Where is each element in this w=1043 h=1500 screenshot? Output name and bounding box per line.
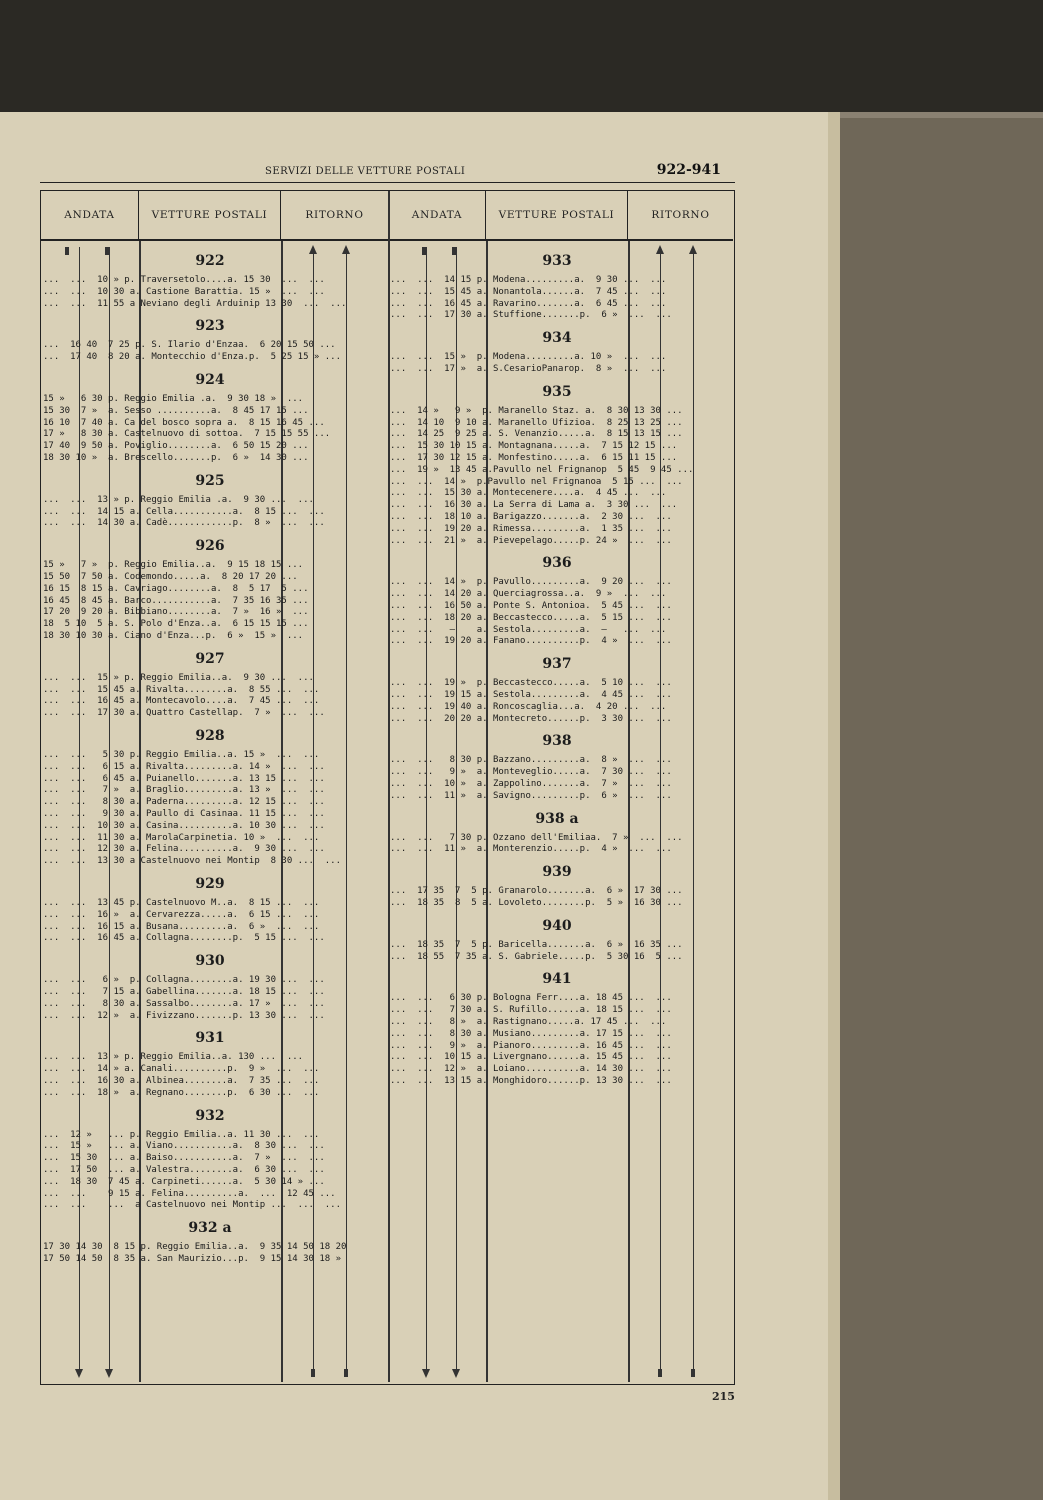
timetable-row: ... ... 16 50 a. Ponte S. Antonioa. 5 45 ... ... <box>390 601 672 611</box>
end-marker-icon <box>691 1369 695 1377</box>
timetable-row: ... ... 14 15 a. Cella...........a. 8 15 ... ... <box>43 506 325 517</box>
timetable-row: ... 17 40 8 20 a. Montecchio d'Enza.p. 5 25 15 » ... <box>43 352 342 363</box>
arrow-up-icon <box>656 245 664 254</box>
timetable-row: ... ... 9 » a. Pianoro.........a. 16 45 ... ... <box>390 1040 672 1051</box>
arrow-down-icon <box>422 1369 430 1378</box>
column-header-ritorno: RITORNO <box>281 191 388 241</box>
timetable-row: ... ... 16 45 a. Montecavolo....a. 7 45 ... ... <box>43 696 320 707</box>
timetable-row: ... 15 30 ... a. Baiso...........a. 7 » ... ... <box>43 1153 325 1164</box>
timetable-row: ... ... 18 » a. Regnano........p. 6 30 ... ... <box>43 1087 320 1098</box>
timetable-row: ... 17 30 12 15 a. Monfestino.....a. 6 15 11 15 ... <box>390 453 678 463</box>
timetable-row: ... ... 10 30 a. Casina..........a. 10 30 ... ... <box>43 820 325 831</box>
timetable-row: ... 14 » 9 » p. Maranello Staz. a. 8 30 13 30 ... <box>390 405 683 416</box>
route-number: 927 <box>195 650 225 667</box>
timetable-row: ... ... 15 45 a. Nonantola......a. 7 45 ... ... <box>390 286 667 297</box>
timetable-row: 15 30 7 » a. Sesso ..........a. 8 45 17 15 ... <box>43 405 309 416</box>
timetable-row: ... ... 7 30 a. S. Rufillo......a. 18 15 ... ... <box>390 1005 672 1016</box>
end-marker-icon <box>658 1369 662 1377</box>
end-marker-icon <box>311 1369 315 1377</box>
timetable-row: ... ... 7 » a. Braglio.........a. 13 » ... ... <box>43 785 325 796</box>
start-marker-icon <box>452 247 456 255</box>
timetable-row: ... ... 18 10 a. Barigazzo.......a. 2 30 ... ... <box>390 512 672 522</box>
timetable-row: ... ... 12 » a. Loiano..........a. 14 30 ... ... <box>390 1064 672 1075</box>
timetable-row: ... ... 8 30 a. Sassalbo........a. 17 » ... ... <box>43 998 325 1009</box>
timetable-row: ... 12 » ... p. Reggio Emilia..a. 11 30 ... ... <box>43 1129 320 1140</box>
route-number: 934 <box>542 330 572 347</box>
timetable-row: ... ... 11 30 a. MarolaCarpinetia. 10 » ... ... <box>43 832 320 843</box>
timetable <box>40 190 735 1385</box>
timetable-row: ... ... 17 30 a. Stuffione.......p. 6 » ... ... <box>390 310 672 321</box>
timetable-row: ... ... 10 » a. Zappolino.......a. 7 » ... ... <box>390 779 672 789</box>
timetable-row: ... ... 19 20 a. Fanano..........p. 4 » ... ... <box>390 636 672 647</box>
timetable-row: ... ... 11 » a. Monterenzio.....p. 4 » ... ... <box>390 844 672 855</box>
route-number: 938 a <box>535 810 579 827</box>
page-number: 215 <box>712 1390 735 1403</box>
timetable-row: ... ... 13 15 a. Monghidoro......p. 13 30 ... ... <box>390 1076 672 1086</box>
timetable-row: ... ... 15 30 a. Montecenere....a. 4 45 ... ... <box>390 488 667 499</box>
route-number: 940 <box>542 917 572 934</box>
header-title: SERVIZI DELLE VETTURE POSTALI <box>265 166 466 177</box>
route-number: 938 <box>542 733 572 750</box>
route-number: 925 <box>195 472 225 489</box>
timetable-row: ... ... 6 30 p. Bologna Ferr....a. 18 45 ... ... <box>390 993 672 1004</box>
timetable-row: ... ... 13 30 a Castelnuovo nei Montip 8 30 ... ... <box>43 856 342 867</box>
timetable-row: ... ... ... a Castelnuovo nei Montip ... ... ... <box>43 1200 342 1211</box>
timetable-row: ... 16 40 7 25 p. S. Ilario d'Enzaa. 6 20 15 50 ... <box>43 340 336 351</box>
timetable-row: ... 18 55 7 35 a. S. Gabriele.....p. 5 30 16 5 ... <box>390 951 683 962</box>
page-edge <box>828 112 840 1500</box>
timetable-row: ... ... 5 30 p. Reggio Emilia..a. 15 » ... ... <box>43 750 320 760</box>
arrow-down-icon <box>105 1369 113 1378</box>
timetable-row: ... ... 6 15 a. Rivalta.........a. 14 » ... ... <box>43 761 325 772</box>
route-number: 935 <box>542 383 572 400</box>
timetable-right-half <box>388 191 735 1384</box>
column-header-andata: ANDATA <box>41 191 139 241</box>
direction-line <box>693 247 694 1375</box>
timetable-row: ... ... 20 20 a. Montecreto......p. 3 30 ... ... <box>390 713 672 724</box>
direction-line <box>660 247 661 1375</box>
column-header-andata: ANDATA <box>388 191 486 241</box>
timetable-row: 17 30 14 30 8 15 p. Reggio Emilia..a. 9 35 14 50 18 20 <box>43 1242 347 1253</box>
route-number: 931 <box>195 1030 225 1047</box>
timetable-row: ... ... 18 20 a. Beccastecco.....a. 5 15 ... ... <box>390 612 672 623</box>
start-marker-icon <box>422 247 426 255</box>
timetable-row: ... ... 17 30 a. Quattro Castellap. 7 » ... ... <box>43 708 325 719</box>
arrow-up-icon <box>689 245 697 254</box>
timetable-row: ... ... 16 30 a. La Serra di Lama a. 3 30 ... ... <box>390 500 678 511</box>
timetable-row: ... ... 14 » p.Pavullo nel Frignanoa 5 15 ... ... <box>390 476 683 487</box>
timetable-row: 17 50 14 50 8 35 a. San Maurizio...p. 9 15 14 30 18 » <box>43 1254 342 1264</box>
timetable-row: ... ... 6 45 a. Puianello.......a. 13 15 ... ... <box>43 773 325 784</box>
timetable-row: ... ... 11 » a. Savigno.........p. 6 » ... ... <box>390 790 672 801</box>
route-number: 929 <box>195 876 225 892</box>
timetable-row: ... ... 9 » a. Monteveglio.....a. 7 30 ... ... <box>390 767 672 778</box>
timetable-row: ... ... 16 45 a. Collagna........p. 5 15 ... ... <box>43 933 325 944</box>
timetable-row: ... ... 14 15 p. Modena.........a. 9 30 ... ... <box>390 275 667 285</box>
timetable-row: ... ... 7 15 a. Gabellina.......a. 18 15 ... ... <box>43 987 325 997</box>
route-number: 933 <box>542 253 572 269</box>
timetable-row: ... ... 15 45 a. Rivalta........a. 8 55 ... ... <box>43 684 320 695</box>
timetable-row: 17 20 9 20 a. Bibbiano........a. 7 » 16 » ... <box>43 607 309 618</box>
timetable-row: 16 45 8 45 a. Barco...........a. 7 35 16 35 ... <box>43 595 309 606</box>
timetable-row: ... ... 7 30 p. Ozzano dell'Emiliaa. 7 » ... ... <box>390 832 683 843</box>
timetable-row: ... ... 8 30 a. Musiano.........a. 17 15 ... ... <box>390 1028 672 1039</box>
direction-line <box>456 247 457 1375</box>
timetable-row: ... ... 9 15 a. Felina..........a. ... 12 45 ... <box>43 1188 336 1199</box>
timetable-row: ... 19 » 13 45 a.Pavullo nel Frignanop 5 45 9 45 ... <box>390 464 694 475</box>
arrow-up-icon <box>309 245 317 254</box>
timetable-row: 15 50 7 50 a. Codemondo.....a. 8 20 17 20 ... <box>43 572 298 582</box>
timetable-row: 15 » 6 30 p. Reggio Emilia .a. 9 30 18 » ... <box>43 394 304 404</box>
route-number: 923 <box>195 318 225 335</box>
timetable-row: ... ... 12 » a. Fivizzano.......p. 13 30 ... ... <box>43 1010 325 1021</box>
timetable-row: 16 15 8 15 a. Cavriago........a. 8 5 17 5 ... <box>43 583 309 594</box>
timetable-row: ... ... 14 20 a. Querciagrossa..a. 9 » ... ... <box>390 589 667 600</box>
timetable-row: ... ... 19 20 a. Rimessa.........a. 1 35 ... ... <box>390 523 672 534</box>
timetable-row: 16 10 7 40 a. Ca del bosco sopra a. 8 15 16 45 ... <box>43 417 325 428</box>
timetable-row: ... ... 10 » p. Traversetolo....a. 15 30 ... ... <box>43 275 325 285</box>
timetable-row: ... ... 8 30 a. Paderna.........a. 12 15 ... ... <box>43 797 325 808</box>
timetable-row: ... ... 17 » a. S.CesarioPanarop. 8 » ... ... <box>390 364 667 374</box>
timetable-row: ... ... 8 30 p. Bazzano.........a. 8 » ... ... <box>390 755 672 766</box>
route-number: 937 <box>542 656 572 673</box>
route-number: 928 <box>195 728 225 744</box>
timetable-row: ... ... 6 » p. Collagna........a. 19 30 ... ... <box>43 975 325 986</box>
timetable-row: ... 15 30 10 15 a. Montagnana.....a. 7 15 12 15 ... <box>390 441 678 452</box>
timetable-left-half <box>41 191 388 1384</box>
direction-line <box>346 247 347 1375</box>
column-header-ritorno: RITORNO <box>628 191 733 241</box>
timetable-row: ... ... 21 » a. Pievepelago.....p. 24 » ... ... <box>390 535 672 546</box>
timetable-row: ... ... 10 15 a. Livergnano......a. 15 45 ... ... <box>390 1052 672 1063</box>
timetable-row: ... ... 10 30 a. Castione Barattia. 15 » ... ... <box>43 286 325 297</box>
timetable-row: 17 40 9 50 a. Poviglio........a. 6 50 15 20 ... <box>43 441 309 452</box>
timetable-row: ... ... 12 30 a. Felina..........a. 9 30 ... ... <box>43 844 325 855</box>
timetable-row: ... ... 16 45 a. Ravarino.......a. 6 45 ... ... <box>390 298 667 309</box>
header-range: 922-941 <box>656 162 721 178</box>
timetable-row: 15 » 7 » p. Reggio Emilia..a. 9 15 18 15 ... <box>43 560 304 571</box>
timetable-row: ... ... 19 40 a. Roncoscaglia...a. 4 20 ... ... <box>390 701 667 712</box>
direction-line <box>426 247 427 1375</box>
timetable-row: ... ... 15 » p. Modena.........a. 10 » ... ... <box>390 352 667 363</box>
route-number: 932 a <box>188 1220 232 1237</box>
timetable-row: ... ... 14 30 a. Cadè............p. 8 » ... ... <box>43 518 325 529</box>
timetable-row: 18 30 10 » a. Brescello.......p. 6 » 14 30 ... <box>43 453 309 463</box>
route-number: 936 <box>542 555 572 572</box>
route-number: 926 <box>195 538 225 555</box>
route-number: 930 <box>195 953 225 970</box>
column-header-vetture: VETTURE POSTALI <box>486 191 628 241</box>
timetable-row: ... ... 19 15 a. Sestola.........a. 4 45 ... ... <box>390 690 672 700</box>
timetable-row: ... ... 16 15 a. Busana.........a. 6 » ... ... <box>43 921 320 932</box>
timetable-row: ... ... 13 45 p. Castelnuovo M..a. 8 15 ... ... <box>43 898 320 908</box>
timetable-row: ... 14 25 9 25 a. S. Venanzio.....a. 8 15 13 15 ... <box>390 429 683 440</box>
route-number: 939 <box>542 864 572 881</box>
page-header <box>40 162 735 183</box>
timetable-row: ... 17 50 ... a. Valestra........a. 6 30 ... ... <box>43 1165 325 1175</box>
timetable-row: ... ... 14 » p. Pavullo.........a. 9 20 ... ... <box>390 577 672 588</box>
route-number: 924 <box>195 372 225 388</box>
timetable-row: 17 » 8 30 a. Castelnuovo di sottoa. 7 15 15 55 ... <box>43 429 331 440</box>
timetable-row: ... ... 8 » a. Rastignano.....a. 17 45 ... ... <box>390 1017 667 1027</box>
timetable-row: 18 30 10 30 a. Ciano d'Enza...p. 6 » 15 » ... <box>43 631 304 641</box>
timetable-row: ... ... — a. Sestola.........a. — ... ... <box>390 624 667 635</box>
column-header-vetture: VETTURE POSTALI <box>139 191 281 241</box>
start-marker-icon <box>105 247 109 255</box>
timetable-row: ... 18 35 7 5 p. Baricella.......a. 6 » 16 35 ... <box>390 939 683 950</box>
timetable-row: ... 18 30 7 45 a. Carpineti......a. 5 30 14 » ... <box>43 1176 325 1187</box>
timetable-row: ... ... 9 30 a. Paullo di Casinaa. 11 15 ... ... <box>43 809 325 819</box>
timetable-row: ... 17 35 7 5 p. Granarolo.......a. 6 » 17 30 ... <box>390 886 683 897</box>
timetable-row: ... ... 13 » p. Reggio Emilia .a. 9 30 ... ... <box>43 494 314 505</box>
timetable-row: ... ... 11 55 a Neviano degli Arduinip 13 30 ... ... <box>43 298 347 309</box>
arrow-down-icon <box>75 1369 83 1378</box>
dark-background-top <box>0 0 1043 112</box>
timetable-row: ... 18 35 8 5 a. Lovoleto........p. 5 » 16 30 ... <box>390 898 683 908</box>
route-number: 941 <box>542 971 572 988</box>
end-marker-icon <box>344 1369 348 1377</box>
timetable-row: ... 15 » ... a. Viano...........a. 8 30 ... ... <box>43 1141 325 1152</box>
route-number: 932 <box>195 1107 225 1124</box>
timetable-row: ... ... 13 » p. Reggio Emilia..a. 130 ... ... <box>43 1052 304 1063</box>
arrow-up-icon <box>342 245 350 254</box>
timetable-row: ... ... 16 30 a. Albinea........a. 7 35 ... ... <box>43 1076 320 1086</box>
timetable-row: ... 14 10 9 10 a. Maranello Ufizioa. 8 25 13 25 ... <box>390 417 683 428</box>
route-number: 922 <box>195 253 225 269</box>
timetable-row: ... ... 19 » p. Beccastecco.....a. 5 10 ... ... <box>390 678 672 689</box>
book-edge-background <box>840 118 1043 1500</box>
start-marker-icon <box>65 247 69 255</box>
timetable-row: ... ... 15 » p. Reggio Emilia..a. 9 30 ... ... <box>43 672 314 683</box>
timetable-row: 18 5 10 5 a. S. Polo d'Enza..a. 6 15 15 15 ... <box>43 619 309 630</box>
timetable-row: ... ... 16 » a. Cervarezza.....a. 6 15 ... ... <box>43 909 320 920</box>
timetable-row: ... ... 14 » a. Canali..........p. 9 » ... ... <box>43 1064 320 1075</box>
arrow-down-icon <box>452 1369 460 1378</box>
